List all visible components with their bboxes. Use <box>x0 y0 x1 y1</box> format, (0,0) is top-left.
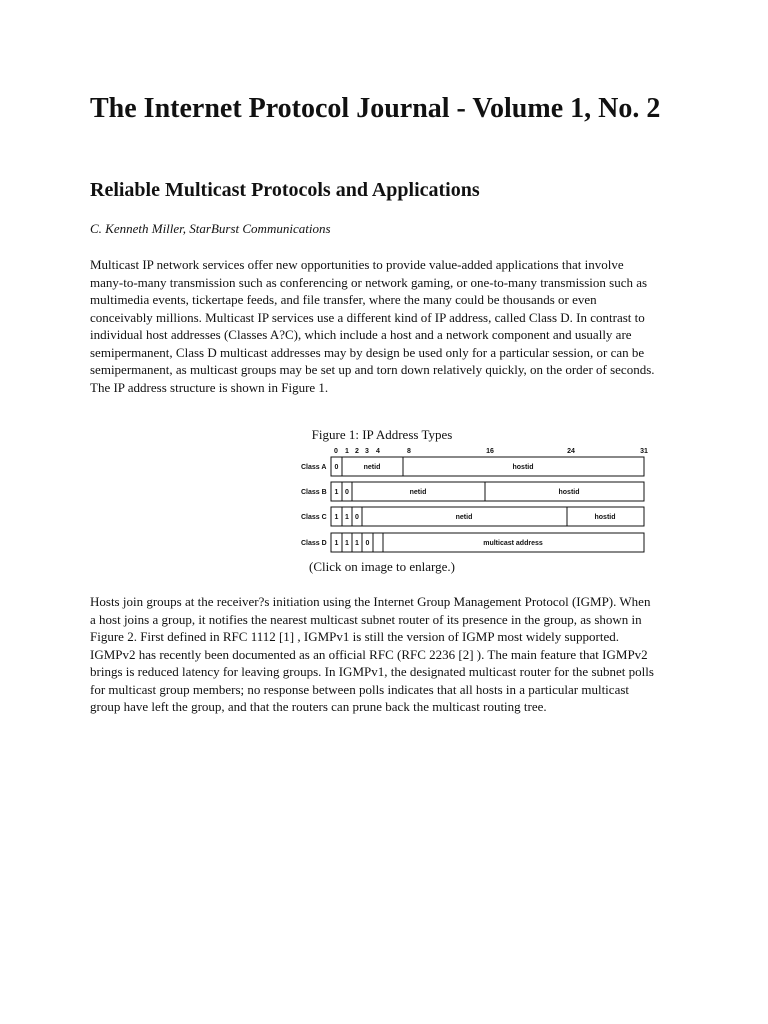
bit-label-24: 24 <box>567 448 575 455</box>
class-c-bit2: 0 <box>355 514 359 521</box>
class-a-netid: netid <box>363 464 381 471</box>
class-d-bit2: 1 <box>355 540 359 547</box>
figure-caption[interactable]: (Click on image to enlarge.) <box>309 559 455 574</box>
class-d-bit0: 1 <box>334 540 339 547</box>
class-c-label: Class C <box>301 514 327 521</box>
article-subtitle: Reliable Multicast Protocols and Applications <box>90 179 480 201</box>
paragraph-igmp: Hosts join groups at the receiver?s initiation using the Internet Group Management Protocol (IGMP). When a host joins a group, it notifies the nearest multicast subnet router of its presence in the group, as shown in Figure 2. First defined in RFC 1112 [1] , IGMPv1 is still the version of IGMP most widely supported. IGMPv2 has recently been documented as an official RFC (RFC 2236 [2] ). The main feature that IGMPv2 brings is reduced latency for leaving groups. In IGMPv1, the designated multicast router for the subnet polls for multicast group members; no response between polls indicates that all hosts in a particular multicast group have left the group, and that the routers can prune back the multicast routing tree. <box>90 594 654 714</box>
figure-title: Figure 1: IP Address Types <box>311 427 453 442</box>
bit-label-3: 3 <box>365 448 369 455</box>
bit-label-4: 4 <box>376 448 380 455</box>
ip-address-types-figure[interactable] <box>210 443 648 557</box>
class-a-label: Class A <box>301 464 327 471</box>
class-c-bit0: 1 <box>334 514 339 521</box>
class-b-box <box>331 482 644 501</box>
class-a-hostid: hostid <box>512 464 534 471</box>
class-c-bit1: 1 <box>345 514 349 521</box>
class-c-hostid: hostid <box>594 514 616 521</box>
bit-label-16: 16 <box>486 448 494 455</box>
class-d-bit3: 0 <box>365 540 370 547</box>
bit-label-2: 2 <box>355 448 359 455</box>
class-b-label: Class B <box>301 489 327 496</box>
class-b-hostid: hostid <box>558 489 580 496</box>
class-d-bit1: 1 <box>345 540 349 547</box>
bit-label-31: 31 <box>640 448 648 455</box>
bit-label-0: 0 <box>334 448 338 455</box>
bit-label-8: 8 <box>407 448 411 455</box>
class-a-bit0: 0 <box>334 464 339 471</box>
class-c-netid: netid <box>455 514 473 521</box>
class-b-netid: netid <box>409 489 427 496</box>
page-title: The Internet Protocol Journal - Volume 1, No. 2 <box>90 93 661 124</box>
class-b-bit1: 0 <box>345 489 349 496</box>
author-byline: C. Kenneth Miller, StarBurst Communications <box>90 221 331 236</box>
paragraph-intro: Multicast IP network services offer new opportunities to provide value-added applications that involve many-to-many transmission such as conferencing or network gaming, or one-to-many transmission such as multimedia events, tickertape feeds, and file transfer, where the many could be thousands or even conceivably millions. Multicast IP services use a different kind of IP address, called Class D. In contrast to individual host addresses (Classes A?C), which include a host and a network component and usually are semipermanent, Class D multicast addresses may by design be used only for a particular session, or can be semipermanent, as multicast groups may be set up and torn down relatively quickly, on the order of seconds. The IP address structure is shown in Figure 1. <box>90 257 655 395</box>
class-d-label: Class D <box>301 540 327 547</box>
class-d-multicast-address: multicast address <box>483 540 543 547</box>
bit-label-1: 1 <box>345 448 349 455</box>
class-b-bit0: 1 <box>334 489 339 496</box>
